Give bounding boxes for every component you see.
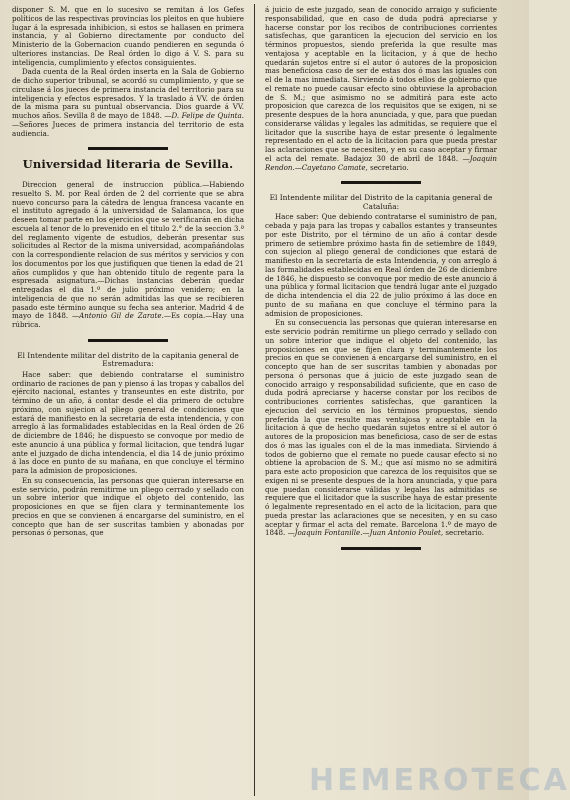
signature: —Joaquin Rendon.—Cayetano Camate, [265,153,497,172]
right-column [265,6,497,560]
paragraph: En su consecuencia, las personas que quieran interesarse en este servicio, podrán remitirme un pliego cerrado y sellado con un sobre interior que indique el objeto del contenido, las proposiciones en que se fijen clara y terminantemente los precios en que se convienen á encargarse del suministro, en el concepto que han de ser suscritas tambien y abonadas por personas ó personas, que [12,475,244,538]
section-heading: El Intendente militar del distrito de la capitania general de Estremadura: [17,350,239,369]
section-separator [341,547,421,550]
paragraph: Direccion general de instruccion pública.—Habiendo resuelto S. M. por Real órden de 2 del corriente que se abra nuevo concurso para la cátedra de lengua francesa vacante en el instituto agregado á la universidad de Salamanca, los que deseen tomar parte en los ejercicios que se verificarán en dicha escuela al tenor de lo prevenido en el titulo 2.° de la seccion 3.ª del reglamento vigente de estudios, deberán presentar sus solicitudes al Rector de la misma universidad, acompañándolas con la correspondiente relacion de sus méritos y servicios y con los documentos por los que justifiquen que tienen la edad de 21 años cumplidos y que han obtenido título de regente para la espresada asignatura.—Dichas instancias deberán quedar entregadas el dia 1.º de julio próximo venidero; en la inteligencia de que no serán admitidas las que se recibieren pasado este término aunque su fecha sea anterior. Madrid 4 de mayo de 1848. —Antonio Gil de Zarate.—Es copia.—Hay una rúbrica. [12,180,245,329]
section-heading: Universidad literaria de Sevilla. [22,157,234,172]
section-separator [341,181,421,184]
section-separator [88,147,168,150]
paragraph: En su consecuencia las personas que quieran interesarse en este servicio podrán remitirme un pliego cerrado y sellado con un sobre interior que indique el objeto del contenido, las proposiciones en que se fijen clara y terminantemente los precios en que se convienen á encargarse del suministro, en el concepto que han de ser suscritas tambien y abonadas por persona ó personas que á juicio de este juzgado sean de conocido arraigo y responsabilidad suficiente, que en caso de duda podrá apreciarse y hacerse constar por los recibos de contribuciones corrientes satisfechas, que garanticen la ejecucion del servicio en los términos propuestos, siendo preferida la que resulte mas ventajosa y aceptable en la licitacion á que de hecho quedarán sujetos entre sí el autor ó autores de la proposicion mas beneficiosa, caso de ser de estas dos ó mas las iguales con el de la mas inmediata. Sirviendo á todos de gobierno que el remate no puede causar efecto si no obtiene la aprobacion de S. M.; que así mismo no se admitirá para este acto proposicion que carezca de los requisitos que se exigen ni se presente despues de la hora anunciada, y que para que puedan considerarse válidas y legales las admitidas se requiere que el licitador que la suscribe haya de estar presente ó legalmente representado en el acto de la licitacion, para que pueda prestar las aclaraciones que se necesiten, y en su caso aceptar y firmar el acta del remate. Barcelona 1.º de mayo de 1848. —Joaquin Fontanille.—Juan Antonio Poulet, secretario. [265,318,497,538]
paragraph: á juicio de este juzgado, sean de conocido arraigo y suficiente responsabilidad, que en caso de duda podrá apreciarse y hacerse constar por los recibos de contribuciones corrientes satisfechas, que garanticen la ejecucion del servicio en los términos propuestos, siendo preferida la que resulte mas ventajosa y aceptable en la licitacion, y á que de hecho quedarán sujetos entre sí el autor ó autores de la proposicion mas beneficiosa caso de ser de estas dos ó mas las iguales con el de la mas inmediata. Sirviendo á todos ellos de gobierno que el remate no puede causar efecto sino obtuviese la aprobacion de S. M.; que asimismo no se admitirá para este acto proposicion que carezca de los requisitos que se exigen, ni se presente despues de la hora anunciada, y que, para que puedan considerarse válidas y legales las admitidas, se requiere que el licitador que la suscribe haya de estar presente ó legalmente representado en el acto de la licitacion para que pueda prestar las aclaraciones que se necesiten, y en su caso aceptar y firmar el acta del remate. Badajoz 30 de abril de 1848. —Joaquin Rendon.—Cayetano Camate, secretario. [265,5,497,172]
signature: —Joaquin Fontanille.—Juan Antonio Poulet, [287,528,444,538]
paragraph: Dada cuenta de la Real órden inserta en la Sala de Gobierno de dicho superior tribunal, se acordó su cumplimiento, y que se circulase á los jueces de primera instancia del territorio para su inteligencia y efectos espresados. Y la traslado á VV. de órden de la misma para su puntual observancia. Dios guarde á VV. muchos años. Sevilla 8 de mayo de 1848. —D. Felipe de Quinta.—Señores Jueces de primera instancia del territorio de esta audiencia. [12,67,244,138]
paragraph: disponer S. M. que en lo sucesivo se remitan á los Gefes políticos de las respectivas provincias los pleitos en que hubiere lugar á la espresada inhibicion, si estos se hallasen en primera instancia, y al Gobierno directamente por conducto del Ministerio de la Gobernacion cuando pendieren en segunda ó ulteriores instancias. De Real órden lo digo á V. S. para su inteligencia, cumplimiento y efectos consiguientes. [12,5,244,67]
signature: —Antonio Gil de Zarate. [72,311,164,321]
signature: —D. Felipe de Quinta. [164,111,244,120]
paragraph: Hace saber: que debiendo contratarse el suministro ordinario de raciones de pan y pienso á las tropas y caballos del ejército nacional, estantes y transeuntes en este distrito, por término de un año, á contar desde el dia primero de octubre próximo, con sujecion al pliego general de condiciones que estará de manifiesto en la secretaria de esta intendencia, y con arreglo á las formalidades establecidas en la Real órden de 26 de diciembre de 1846; he dispuesto se convoque por medio de este anuncio á una pública y formal licitacion, que tendrá lugar ante el juzgado de dicha intendencia, el dia 14 de junio próximo á las doce en punto de su mañana, en que concluye el término para la admision de proposiciones. [12,369,244,476]
section-heading: El Intendente militar del Distrito de la capitania general de Cataluña: [269,193,493,211]
paragraph: Hace saber: Que debiendo contratarse el suministro de pan, cebada y paja para las tropas y caballos estantes y transeuntes por este Distrito, por el término de un año á contar desde primero de setiembre próximo hasta fin de setiembre de 1849, con sujecion al pliego general de condiciones que estará de manifiesto en la secretaría de esta Intendencia, y con arreglo á las formalidades establecidas en Real órden de 26 de diciembre de 1846, he dispuesto se convoque por medio de este anuncio á una pública y formal licitacion que tendrá lugar ante el juzgado de dicha intendencia el dia 22 de julio próximo á las doce en punto de su mañana en que concluye el término para la admision de proposiciones. [265,212,497,318]
section-separator [88,339,168,342]
left-column [12,6,244,539]
column-rule [254,4,255,796]
library-watermark: HEMEROTECA [309,763,570,798]
